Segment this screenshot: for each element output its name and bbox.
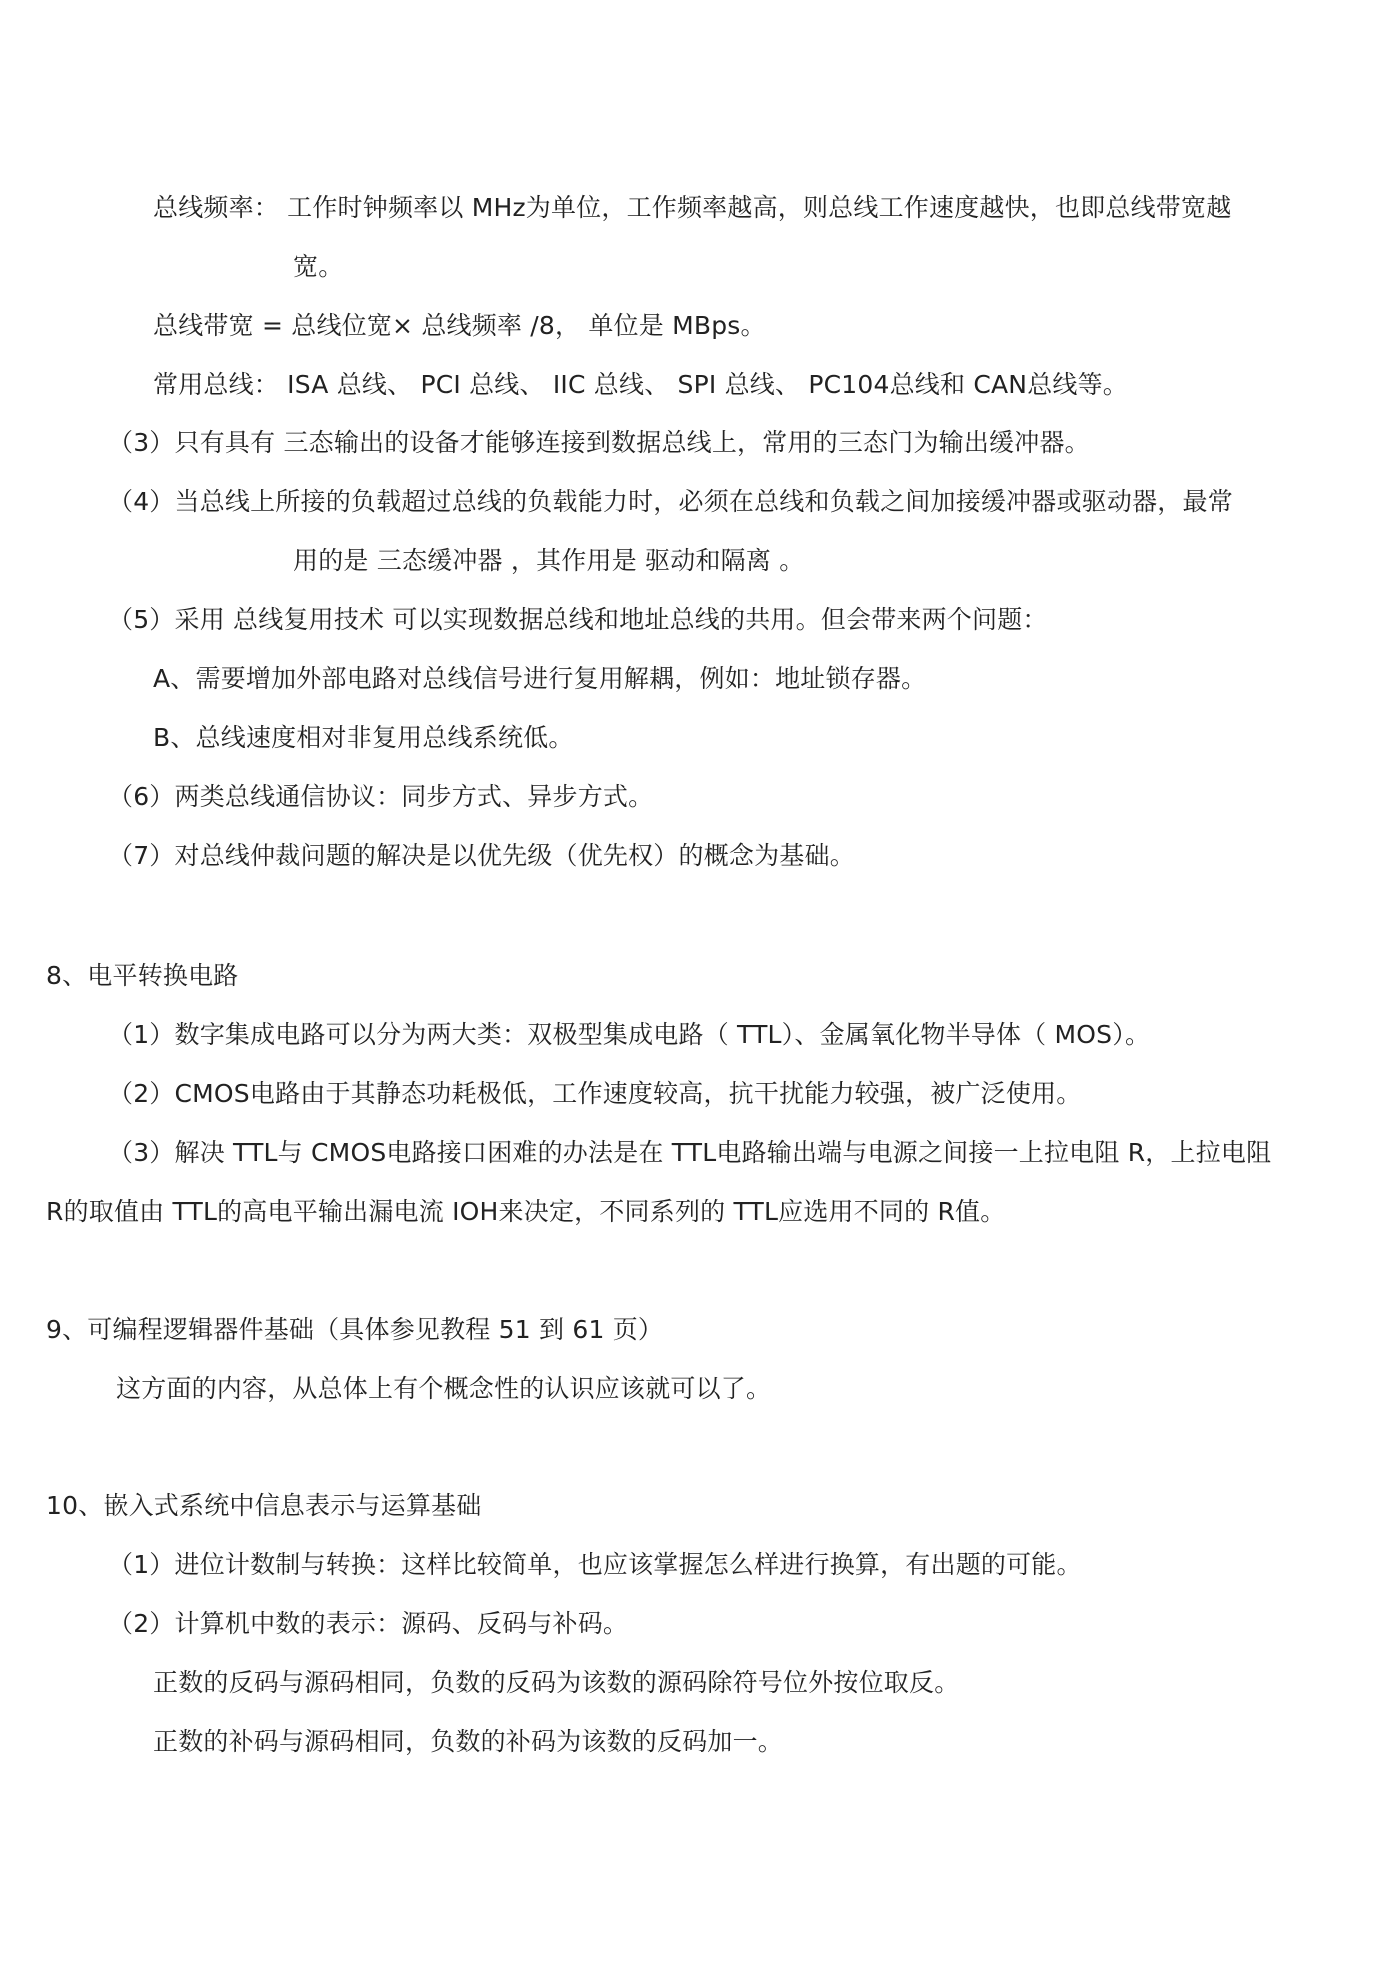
text-line-item-5: （5）采用 总线复用技术 可以实现数据总线和地址总线的共用。但会带来两个问题：	[108, 605, 1048, 634]
section-heading-9: 9、可编程逻辑器件基础（具体参见教程 51 到 61 页）	[46, 1315, 664, 1344]
text-line-bus-frequency: 总线频率： 工作时钟频率以 MHz为单位，工作频率越高，则总线工作速度越快，也即总线带宽越	[153, 193, 1232, 222]
text-line-9-body: 这方面的内容，从总体上有个概念性的认识应该就可以了。	[116, 1374, 772, 1403]
text-line-twos-complement: 正数的补码与源码相同，负数的补码为该数的反码加一。	[153, 1727, 784, 1756]
section-heading-10: 10、嵌入式系统中信息表示与运算基础	[46, 1491, 482, 1520]
text-line-8-1: （1）数字集成电路可以分为两大类：双极型集成电路（ TTL）、金属氧化物半导体（ MOS）。	[108, 1020, 1151, 1049]
text-line-bus-bandwidth: 总线带宽 = 总线位宽× 总线频率 /8， 单位是 MBps。	[153, 311, 766, 340]
section-heading-8: 8、电平转换电路	[46, 961, 239, 990]
text-line-item-7: （7）对总线仲裁问题的解决是以优先级（优先权）的概念为基础。	[108, 841, 855, 870]
text-line-item-4: （4）当总线上所接的负载超过总线的负载能力时，必须在总线和负载之间加接缓冲器或驱动器，最常	[108, 487, 1233, 516]
text-line-8-3-cont: R的取值由 TTL的高电平输出漏电流 IOH来决定，不同系列的 TTL应选用不同的 R值。	[46, 1197, 1006, 1226]
text-line-item-3: （3）只有具有 三态输出的设备才能够连接到数据总线上，常用的三态门为输出缓冲器。	[108, 428, 1090, 457]
text-line-common-buses: 常用总线： ISA 总线、 PCI 总线、 IIC 总线、 SPI 总线、 PC104总线和 CAN总线等。	[153, 370, 1129, 399]
text-line-8-2: （2）CMOS电路由于其静态功耗极低，工作速度较高，抗干扰能力较强，被广泛使用。	[108, 1079, 1082, 1108]
text-line-8-3: （3）解决 TTL与 CMOS电路接口困难的办法是在 TTL电路输出端与电源之间接一上拉电阻 R，上拉电阻	[108, 1138, 1272, 1167]
text-line-10-1: （1）进位计数制与转换：这样比较简单，也应该掌握怎么样进行换算，有出题的可能。	[108, 1550, 1082, 1579]
text-line-10-2: （2）计算机中数的表示：源码、反码与补码。	[108, 1609, 629, 1638]
text-line-item-4-cont: 用的是 三态缓冲器 ，其作用是 驱动和隔离 。	[293, 546, 805, 575]
text-line-item-5-b: B、总线速度相对非复用总线系统低。	[153, 723, 574, 752]
text-line-bus-frequency-cont: 宽。	[293, 252, 344, 281]
text-line-item-5-a: A、需要增加外部电路对总线信号进行复用解耦，例如：地址锁存器。	[153, 664, 927, 693]
text-line-ones-complement: 正数的反码与源码相同，负数的反码为该数的源码除符号位外按位取反。	[153, 1668, 960, 1697]
text-line-item-6: （6）两类总线通信协议：同步方式、异步方式。	[108, 782, 654, 811]
